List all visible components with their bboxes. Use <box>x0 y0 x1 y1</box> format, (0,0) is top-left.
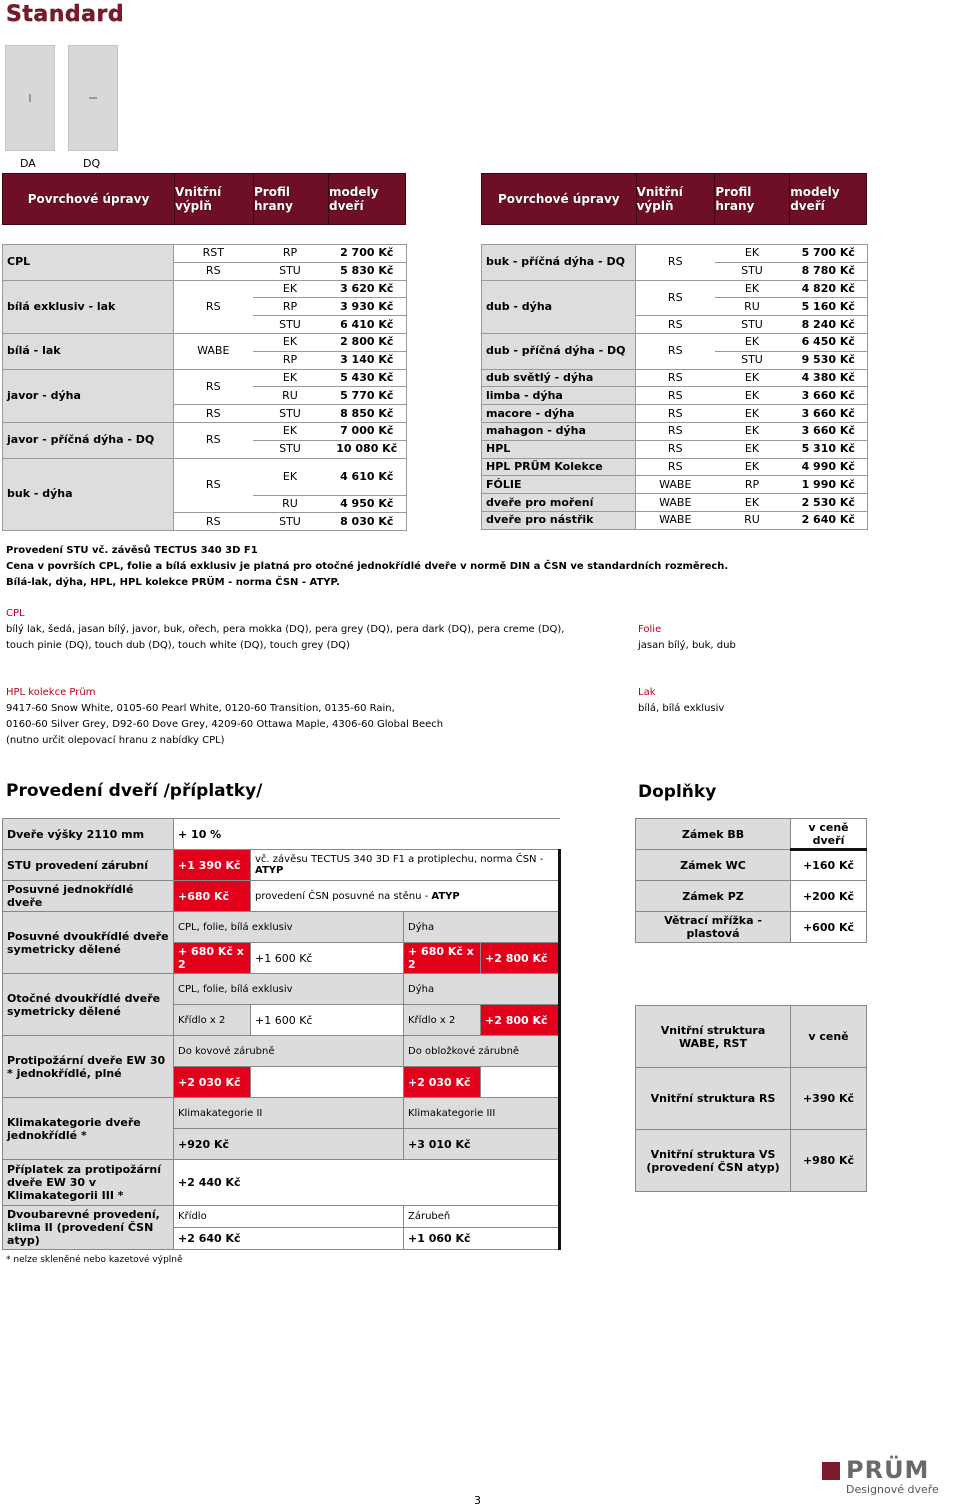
door-label-dq: DQ <box>83 157 101 170</box>
table-row <box>3 819 560 850</box>
table-row <box>3 280 407 298</box>
surface-name: buk - dýha <box>3 458 174 531</box>
price: 5 830 Kč <box>328 262 407 280</box>
fill-code: RS <box>174 405 253 423</box>
price: 3 140 Kč <box>328 351 407 369</box>
header-fill: Vnitřní výplň <box>636 174 715 224</box>
surface-name: bílá - lak <box>3 333 174 369</box>
price: 5 430 Kč <box>328 369 407 387</box>
table-row <box>3 1036 560 1067</box>
table-row <box>482 476 868 494</box>
row-value: + 680 Kč x 2 <box>174 943 251 974</box>
note-atyp: ATYP <box>431 890 460 902</box>
table-row <box>3 974 560 1005</box>
footnote: * nelze skleněné nebo kazetové výplně <box>6 1255 183 1265</box>
accessory-price: +160 Kč <box>791 850 867 881</box>
price: 7 000 Kč <box>328 422 407 440</box>
price: 8 850 Kč <box>328 405 407 423</box>
row-note <box>251 850 560 881</box>
row-label: Posuvné jednokřídlé dveře <box>3 881 174 912</box>
table-row <box>482 511 868 529</box>
price: 8 240 Kč <box>790 316 868 334</box>
price: 2 800 Kč <box>328 333 407 351</box>
row-value: +2 640 Kč <box>174 1228 404 1250</box>
table-row <box>482 333 868 351</box>
price: 4 380 Kč <box>790 369 868 387</box>
fill-code: RS <box>636 333 715 369</box>
price: 4 950 Kč <box>328 495 407 513</box>
row-label: STU provedení zárubní <box>3 850 174 881</box>
hpl-line: (nutno určit olepovací hranu z nabídky CPL) <box>6 735 225 746</box>
structures-table <box>635 1005 867 1192</box>
fill-code: RS <box>174 422 253 458</box>
fill-code: WABE <box>636 494 715 512</box>
cpl-line: bílý lak, šedá, jasan bílý, javor, buk, ořech, pera mokka (DQ), pera grey (DQ), pera dark (DQ), pera creme (DQ), <box>6 624 565 635</box>
fill-code: RS <box>636 369 715 387</box>
price: 1 990 Kč <box>790 476 868 494</box>
lak-title: Lak <box>638 687 656 698</box>
header-surface: Povrchové úpravy <box>497 192 620 206</box>
accessory-price: +600 Kč <box>791 912 867 943</box>
row-value: Křídlo x 2 <box>174 1005 251 1036</box>
edge-code: EK <box>253 369 328 387</box>
accessory-name: Zámek WC <box>636 850 791 881</box>
price: 2 530 Kč <box>790 494 868 512</box>
accessories-table <box>635 818 867 943</box>
edge-code: EK <box>253 333 328 351</box>
table-row <box>636 912 867 943</box>
row-value: +2 800 Kč <box>481 943 560 974</box>
col-heading: Zárubeň <box>404 1206 560 1228</box>
surface-name: javor - příčná dýha - DQ <box>3 422 174 458</box>
row-value: +920 Kč <box>174 1129 404 1160</box>
surface-name: dub světlý - dýha <box>482 369 636 387</box>
row-value: + 680 Kč x 2 <box>404 943 481 974</box>
hpl-section <box>6 685 443 749</box>
row-filler <box>481 1067 560 1098</box>
note-atyp: ATYP <box>255 865 284 876</box>
price: 3 660 Kč <box>790 387 868 405</box>
row-value: +1 390 Kč <box>174 850 251 881</box>
price: 2 640 Kč <box>790 511 868 529</box>
edge-code: EK <box>715 494 790 512</box>
edge-code: STU <box>253 405 328 423</box>
price: 3 930 Kč <box>328 298 407 316</box>
table-row <box>3 369 407 387</box>
fill-code: RS <box>636 280 715 316</box>
fill-code: RS <box>174 262 253 280</box>
row-value: +2 440 Kč <box>174 1160 560 1206</box>
table-row <box>3 1206 560 1228</box>
edge-code: STU <box>253 513 328 531</box>
hpl-line: 9417-60 Snow White, 0105-60 Pearl White, 0120-60 Transition, 0135-60 Rain, <box>6 703 395 714</box>
page-title: Standard <box>6 2 125 27</box>
hpl-title: HPL kolekce Prüm <box>6 687 96 698</box>
table-row <box>636 1130 867 1192</box>
row-label: Dvoubarevné provedení, klima II (provedení ČSN atyp) <box>3 1206 174 1250</box>
table-row <box>636 819 867 850</box>
col-heading: Do kovové zárubně <box>174 1036 404 1067</box>
cpl-section <box>6 606 564 654</box>
price: 2 700 Kč <box>328 245 407 263</box>
row-value: +1 060 Kč <box>404 1228 560 1250</box>
row-value <box>251 1005 404 1036</box>
surface-name: dveře pro moření <box>482 494 636 512</box>
fill-code: RS <box>636 316 715 334</box>
price: 4 820 Kč <box>790 280 868 298</box>
surface-name: javor - dýha <box>3 369 174 422</box>
row-value: +680 Kč <box>174 881 251 912</box>
table-row <box>3 912 560 943</box>
col-heading: Klimakategorie II <box>174 1098 404 1129</box>
fill-code: RS <box>636 440 715 458</box>
note-line: Provedení STU vč. závěsů TECTUS 340 3D F1 <box>6 545 258 556</box>
row-value: +2 030 Kč <box>174 1067 251 1098</box>
accessory-name: Zámek PZ <box>636 881 791 912</box>
col-heading: CPL, folie, bílá exklusiv <box>174 912 404 943</box>
surface-name: limba - dýha <box>482 387 636 405</box>
table-row <box>3 422 407 440</box>
row-label: Posuvné dvoukřídlé dveře symetricky dělené <box>3 912 174 974</box>
header-models: modely dveří <box>789 174 866 224</box>
edge-code: EK <box>715 245 790 263</box>
table-row <box>482 387 868 405</box>
edge-code: EK <box>715 440 790 458</box>
col-heading: Křídlo <box>174 1206 404 1228</box>
header-edge: Profil hrany <box>714 174 789 224</box>
price: 10 080 Kč <box>328 440 407 458</box>
surface-name: dveře pro nástřik <box>482 511 636 529</box>
row-value: +2 030 Kč <box>404 1067 481 1098</box>
col-heading: Dýha <box>404 912 560 943</box>
structure-price: v ceně <box>791 1006 867 1068</box>
table-row <box>3 333 407 351</box>
price-table-left <box>2 244 407 531</box>
edge-code: EK <box>715 280 790 298</box>
price: 3 660 Kč <box>790 405 868 423</box>
price: 9 530 Kč <box>790 351 868 369</box>
price: 5 770 Kč <box>328 387 407 405</box>
table-row <box>3 881 560 912</box>
fill-code: RS <box>174 458 253 513</box>
row-value: +1 600 Kč <box>255 951 313 965</box>
edge-code: RU <box>253 387 328 405</box>
price: 4 610 Kč <box>328 458 407 495</box>
accessory-price: +200 Kč <box>791 881 867 912</box>
surface-name: HPL <box>482 440 636 458</box>
edge-code: STU <box>253 316 328 334</box>
structure-name: Vnitřní struktura WABE, RST <box>636 1006 791 1068</box>
price: 8 780 Kč <box>790 262 868 280</box>
edge-code: RU <box>715 298 790 316</box>
surface-name: HPL PRÜM Kolekce <box>482 458 636 476</box>
header-surface: Povrchové úpravy <box>27 192 150 206</box>
price: 5 160 Kč <box>790 298 868 316</box>
note-text: provedení ČSN posuvné na stěnu - <box>255 890 432 902</box>
edge-code: EK <box>715 422 790 440</box>
edge-code: EK <box>715 458 790 476</box>
lak-section <box>638 685 724 717</box>
header-edge: Profil hrany <box>253 174 328 224</box>
price: 5 310 Kč <box>790 440 868 458</box>
edge-code: RU <box>253 495 328 513</box>
surcharges-title: Provedení dveří /příplatky/ <box>6 781 263 801</box>
edge-code: EK <box>715 333 790 351</box>
edge-code: RP <box>253 351 328 369</box>
logo-mark-icon <box>822 1462 840 1480</box>
fill-code: WABE <box>636 476 715 494</box>
surface-name: dub - dýha <box>482 280 636 333</box>
edge-code: EK <box>253 280 328 298</box>
fill-code: RS <box>636 245 715 281</box>
lak-line: bílá, bílá exklusiv <box>638 703 725 714</box>
edge-code: EK <box>715 387 790 405</box>
table-row <box>482 494 868 512</box>
fill-code: RS <box>174 513 253 531</box>
cpl-title: CPL <box>6 608 25 619</box>
header-left <box>2 173 406 225</box>
price: 4 990 Kč <box>790 458 868 476</box>
row-value <box>251 943 404 974</box>
header-models: modely dveří <box>328 174 405 224</box>
note-line: Cena v površích CPL, folie a bílá exklusiv je platná pro otočné jednokřídlé dveře v normě DIN a ČSN ve standardních rozměrech. <box>6 561 729 572</box>
door-label-da: DA <box>20 157 36 170</box>
col-heading: Dýha <box>404 974 560 1005</box>
cpl-line: touch pinie (DQ), touch dub (DQ), touch white (DQ), touch grey (DQ) <box>6 640 350 651</box>
fill-code: RS <box>636 405 715 423</box>
door-handle-icon <box>89 97 97 99</box>
surface-name: dub - příčná dýha - DQ <box>482 333 636 369</box>
row-value: +3 010 Kč <box>404 1129 560 1160</box>
row-note <box>251 881 560 912</box>
edge-code: EK <box>253 458 328 495</box>
note-text: vč. závěsu TECTUS 340 3D F1 a protiplechu, norma ČSN - <box>255 854 544 865</box>
surface-name: FÓLIE <box>482 476 636 494</box>
logo-brand: PRÜM <box>846 1456 930 1484</box>
price-table-right <box>481 244 868 530</box>
hpl-line: 0160-60 Silver Grey, D92-60 Dove Grey, 4209-60 Ottawa Maple, 4306-60 Global Beech <box>6 719 444 730</box>
edge-code: RP <box>715 476 790 494</box>
table-row <box>3 850 560 881</box>
edge-code: STU <box>253 440 328 458</box>
row-label: Klimakategorie dveře jednokřídlé * <box>3 1098 174 1160</box>
edge-code: EK <box>715 405 790 423</box>
edge-code: STU <box>253 262 328 280</box>
col-heading: CPL, folie, bílá exklusiv <box>174 974 404 1005</box>
edge-code: STU <box>715 316 790 334</box>
folie-line: jasan bílý, buk, dub <box>638 640 736 651</box>
header-right <box>481 173 867 225</box>
row-label: Dveře výšky 2110 mm <box>3 819 174 850</box>
accessory-name: Větrací mřížka - plastová <box>636 912 791 943</box>
col-heading: Do obložkové zárubně <box>404 1036 560 1067</box>
edge-code: STU <box>715 351 790 369</box>
notes <box>6 543 728 591</box>
table-row <box>636 850 867 881</box>
row-value: +2 800 Kč <box>481 1005 560 1036</box>
structure-price: +980 Kč <box>791 1130 867 1192</box>
table-row <box>636 1006 867 1068</box>
page-number: 3 <box>474 1494 481 1507</box>
price: 8 030 Kč <box>328 513 407 531</box>
header-fill: Vnitřní výplň <box>174 174 253 224</box>
surface-name: bílá exklusiv - lak <box>3 280 174 333</box>
table-row <box>3 245 407 263</box>
accessory-name: Zámek BB <box>636 819 791 850</box>
table-row <box>482 422 868 440</box>
row-label: Otočné dvoukřídlé dveře symetricky dělené <box>3 974 174 1036</box>
edge-code: RP <box>253 245 328 263</box>
row-value: Křídlo x 2 <box>404 1005 481 1036</box>
edge-code: EK <box>715 369 790 387</box>
table-row <box>482 405 868 423</box>
fill-code: RS <box>174 280 253 333</box>
structure-name: Vnitřní struktura VS (provedení ČSN atyp) <box>636 1130 791 1192</box>
price: 6 410 Kč <box>328 316 407 334</box>
table-row <box>482 458 868 476</box>
folie-section <box>638 622 736 654</box>
row-filler <box>251 1067 404 1098</box>
row-label: Protipožární dveře EW 30 * jednokřídlé, plné <box>3 1036 174 1098</box>
note-line: Bílá-lak, dýha, HPL, HPL kolekce PRÜM - norma ČSN - ATYP. <box>6 577 340 588</box>
surcharges-table <box>2 818 561 1250</box>
edge-code: EK <box>253 422 328 440</box>
door-handle-icon <box>29 94 31 102</box>
table-row <box>482 440 868 458</box>
table-row <box>3 1160 560 1206</box>
accessories-title: Doplňky <box>638 782 717 802</box>
row-value: + 10 % <box>174 819 560 850</box>
edge-code: RP <box>253 298 328 316</box>
folie-title: Folie <box>638 624 662 635</box>
door-image-da <box>5 45 55 151</box>
row-value: +1 600 Kč <box>255 1013 313 1027</box>
table-row <box>482 369 868 387</box>
surface-name: buk - příčná dýha - DQ <box>482 245 636 281</box>
surface-name: mahagon - dýha <box>482 422 636 440</box>
logo-tagline: Designové dveře <box>846 1483 939 1496</box>
table-row <box>636 881 867 912</box>
row-label: Příplatek za protipožární dveře EW 30 v Klimakategorii III * <box>3 1160 174 1206</box>
price: 5 700 Kč <box>790 245 868 263</box>
price: 3 620 Kč <box>328 280 407 298</box>
accessory-price: v ceně dveří <box>791 819 867 850</box>
structure-price: +390 Kč <box>791 1068 867 1130</box>
fill-code: RS <box>174 369 253 405</box>
table-row <box>636 1068 867 1130</box>
fill-code: RS <box>636 458 715 476</box>
table-row <box>482 280 868 298</box>
surface-name: macore - dýha <box>482 405 636 423</box>
fill-code: RS <box>636 387 715 405</box>
edge-code: STU <box>715 262 790 280</box>
table-row <box>3 458 407 495</box>
fill-code: RS <box>636 422 715 440</box>
fill-code: RST <box>174 245 253 263</box>
fill-code: WABE <box>174 333 253 369</box>
edge-code: RU <box>715 511 790 529</box>
col-heading: Klimakategorie III <box>404 1098 560 1129</box>
door-image-dq <box>68 45 118 151</box>
table-row <box>482 245 868 263</box>
structure-name: Vnitřní struktura RS <box>636 1068 791 1130</box>
price: 6 450 Kč <box>790 333 868 351</box>
surface-name: CPL <box>3 245 174 281</box>
table-row <box>3 1098 560 1129</box>
fill-code: WABE <box>636 511 715 529</box>
price: 3 660 Kč <box>790 422 868 440</box>
prum-logo <box>820 1456 950 1498</box>
